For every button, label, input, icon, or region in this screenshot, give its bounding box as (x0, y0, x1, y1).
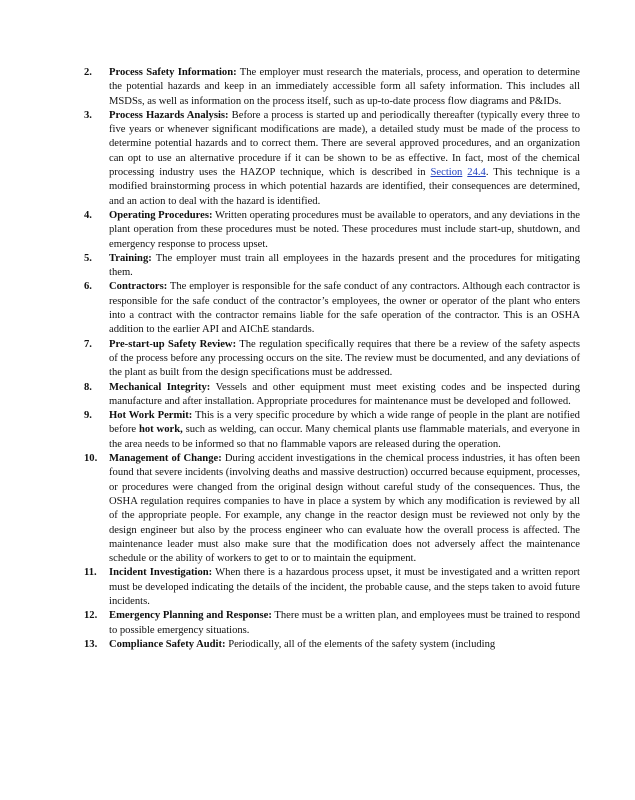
list-item-pre-startup-safety-review (84, 338, 580, 381)
item-number: 10. (84, 453, 98, 465)
item-text: The employer is responsible for the safe conduct of any contractors. Although each contractor is responsible for the safe conduct of the contractor’s employees, the owner or operator of the plant who enters into a contract with the contractor remains liable for the safe operation of the contractor. This is an OSHA addition to the earlier API and AIChE standards. (109, 281, 580, 336)
psm-elements-list (84, 66, 580, 652)
list-item-training (84, 252, 580, 281)
item-title: Process Safety Information: (109, 67, 237, 78)
item-text: There must be a written plan, and employees must be trained to respond to possible emergency situations. (109, 610, 581, 636)
list-item-management-of-change (84, 452, 580, 566)
item-text: The employer must research the materials, process, and operation to determine the potential hazards and keep in an immediately accessible form all safety information. This includes all MSDSs, as well as information on the process itself, such as up-to-date process flow diagrams and P&IDs. (109, 67, 580, 107)
item-number: 4. (84, 209, 92, 221)
item-title: Emergency Planning and Response: (109, 610, 272, 622)
item-text: Vessels and other equipment must meet existing codes and be inspected during manufacture and after installation. Appropriate procedures for maintenance must be developed and followed. (109, 381, 580, 407)
item-title: Incident Investigation: (109, 567, 213, 579)
item-title: Mechanical Integrity: (109, 381, 211, 393)
item-title: Pre-start-up Safety Review: (109, 338, 237, 350)
list-item-hot-work-permit (84, 409, 580, 452)
item-title: Contractors: (109, 281, 168, 293)
list-item-process-safety-information (84, 66, 580, 109)
item-title: Process Hazards Analysis: (109, 109, 229, 121)
list-item-process-hazards-analysis (84, 109, 580, 209)
item-number: 2. (84, 67, 92, 78)
item-title: Training: (109, 252, 152, 264)
list-item-operating-procedures (84, 209, 580, 252)
item-number: 5. (84, 252, 92, 264)
item-number: 13. (84, 638, 98, 650)
item-number: 6. (84, 281, 92, 293)
item-text: Periodically, all of the elements of the safety system (including (228, 638, 496, 650)
section-number-link[interactable]: 24.4 (467, 167, 486, 179)
item-text-continued: such as welding, can occur. Many chemical plants use flammable materials, and everyone in the area needs to be informed so that no flammable vapors are released during the operation. (109, 424, 580, 450)
item-text: Written operating procedures must be available to operators, and any deviations in the plant operation from these procedures must be noted. These procedures must include start-up, shutdown, and emergency response to process upset. (109, 209, 580, 250)
item-title: Compliance Safety Audit: (109, 638, 226, 650)
list-item-contractors (84, 280, 580, 337)
item-text: When there is a hazardous process upset, it must be investigated and a written report must be developed indicating the details of the incident, the probable cause, and the steps taken to avoid future incidents. (109, 567, 580, 607)
item-text-continued: . This technique is a modified brainstorming process in which potential hazards are identified, their consequences are determined, and an action to deal with the hazard is identified. (109, 167, 580, 207)
item-text: During accident investigations in the chemical process industries, it has often been found that severe incidents (involving deaths and massive destruction) occurred because equipment, processes, or procedures were changed from the original design without careful study of the consequences. Thus, the OSHA regulation requires companies to have in place a system by which any modification is reviewed by all of the appropriate people. For example, any change in the reactor design must be reviewed not only by the design engineer but also by the process engineer who can evaluate how the overall process is affected. The maintenance leader must also make sure that the modification does not adversely affect the maintenance schedule or the ability of workers to get to or to maintain the equipment. (109, 453, 580, 565)
item-title: Management of Change: (109, 453, 222, 465)
item-text: The employer must train all employees in the hazards present and the procedures for mitigating them. (109, 252, 580, 279)
section-link[interactable]: Section (430, 167, 463, 179)
item-number: 7. (84, 338, 92, 350)
item-text: This is a very specific procedure by which a wide range of people in the plant are notified before (109, 410, 580, 436)
item-number: 11. (84, 567, 97, 579)
item-text: Before a process is started up and periodically thereafter (typically every three to five years or whenever significant modifications are made), a detailed study must be made of the process to determine potential hazards and to correct them. There are several approved procedures, and an organization can opt to use an alternative procedure if it can be shown to be as effective. In fact, most of the chemical processing industry uses the HAZOP technique, which is described in (109, 109, 580, 179)
list-item-emergency-planning (84, 609, 580, 638)
list-item-mechanical-integrity (84, 381, 580, 410)
emphasis-phrase: hot work, (138, 424, 183, 436)
item-number: 9. (84, 410, 92, 422)
item-number: 8. (84, 381, 92, 393)
item-number: 12. (84, 610, 98, 622)
item-title: Hot Work Permit: (109, 410, 193, 422)
list-item-incident-investigation (84, 566, 580, 609)
list-item-compliance-safety-audit (84, 638, 580, 652)
item-number: 3. (84, 109, 92, 121)
item-text: The regulation specifically requires that there be a review of the safety aspects of the process before any processing occurs on the site. The review must be documented, and any deviations of the plant as built from the design specifications must be addressed. (109, 338, 580, 379)
item-title: Operating Procedures: (109, 209, 213, 221)
